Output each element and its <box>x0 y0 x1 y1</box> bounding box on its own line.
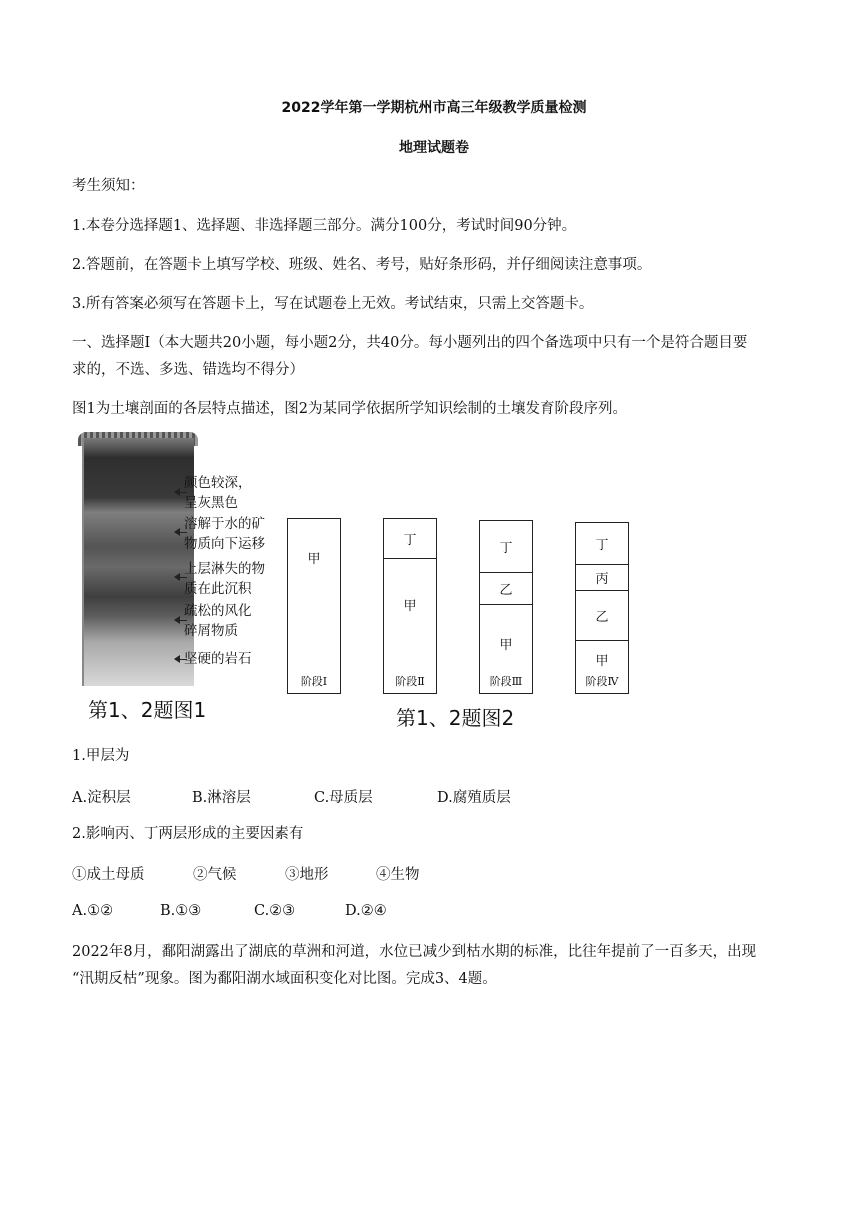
q2-factor-2: ②气候 <box>193 867 237 883</box>
q2-factor-1: ①成土母质 <box>72 867 145 883</box>
stage-2-column <box>383 518 437 694</box>
question-2-stem: 2.影响丙、丁两层形成的主要因素有 <box>72 826 304 842</box>
notice-item-3: 3.所有答案必须写在答题卡上，写在试题卷上无效。考试结束，只需上交答题卡。 <box>72 296 594 312</box>
page-title: 2022学年第一学期杭州市高三年级教学质量检测 <box>281 100 587 116</box>
figure-intro: 图1为土壤剖面的各层特点描述，图2为某同学依据所学知识绘制的土壤发育阶段序列。 <box>72 401 627 417</box>
annotation-eluvial-1: 溶解于水的矿 <box>184 516 265 532</box>
annotation-arrow <box>175 492 187 493</box>
layer-ding: 丁 <box>480 521 532 573</box>
annotation-humus-2: 呈灰黑色 <box>184 495 238 511</box>
section-heading-line1: 一、选择题Ⅰ（本大题共20小题，每小题2分，共40分。每小题列出的四个备选项中只有一个是符合题目要 <box>72 335 748 351</box>
notice-item-1: 1.本卷分选择题1、选择题、非选择题三部分。满分100分，考试时间90分钟。 <box>72 218 577 234</box>
stage-label: 阶段Ⅳ <box>585 675 619 688</box>
annotation-bedrock: 坚硬的岩石 <box>184 651 252 667</box>
annotation-arrow <box>175 620 187 621</box>
annotation-eluvial-2: 物质向下运移 <box>184 536 265 552</box>
q2-option-d: D.②④ <box>345 903 387 919</box>
layer-jia: 甲 <box>499 637 513 653</box>
layer-yi: 乙 <box>480 573 532 605</box>
annotation-illuvial-2: 质在此沉积 <box>184 581 252 597</box>
question-1-stem: 1.甲层为 <box>72 748 130 764</box>
annotation-illuvial-1: 上层淋失的物 <box>184 561 265 577</box>
stage-1-column <box>287 518 341 694</box>
figure-1-caption: 第1、2题图1 <box>88 698 207 722</box>
stage-3-column <box>479 520 533 694</box>
layer-jia: 甲 <box>307 551 321 567</box>
q1-option-d: D.腐殖质层 <box>437 790 511 806</box>
layer-ding: 丁 <box>384 519 436 559</box>
q2-option-b: B.①③ <box>160 903 202 919</box>
layer-bing: 丙 <box>576 565 628 591</box>
question-3-4-intro-line2: “汛期反枯”现象。图为鄱阳湖水域面积变化对比图。完成3、4题。 <box>72 971 497 987</box>
layer-jia: 甲 <box>595 653 609 669</box>
annotation-parent-2: 碎屑物质 <box>184 623 238 639</box>
q1-option-b: B.淋溶层 <box>192 790 251 806</box>
annotation-humus-1: 颜色较深， <box>184 475 252 491</box>
layer-yi: 乙 <box>576 591 628 641</box>
notice-heading: 考生须知： <box>72 178 145 194</box>
page-subtitle: 地理试题卷 <box>399 140 469 156</box>
stage-label: 阶段Ⅰ <box>300 675 328 688</box>
q2-factor-4: ④生物 <box>376 867 420 883</box>
annotation-parent-1: 疏松的风化 <box>184 603 252 619</box>
layer-jia: 甲 <box>403 598 417 614</box>
layer-ding: 丁 <box>576 523 628 565</box>
section-heading-line2: 求的，不选、多选、错选均不得分） <box>72 362 304 378</box>
soil-figure <box>60 432 760 732</box>
q2-factor-3: ③地形 <box>285 867 329 883</box>
question-3-4-intro-line1: 2022年8月，鄱阳湖露出了湖底的草洲和河道，水位已减少到枯水期的标准，比往年提前了一百多天，出现 <box>72 944 757 960</box>
q1-option-c: C.母质层 <box>314 790 373 806</box>
stage-label: 阶段Ⅲ <box>489 675 523 688</box>
soil-profile-image <box>82 438 194 686</box>
q1-option-a: A.淀积层 <box>72 790 131 806</box>
stage-label: 阶段Ⅱ <box>395 675 425 688</box>
notice-item-2: 2.答题前，在答题卡上填写学校、班级、姓名、考号，贴好条形码，并仔细阅读注意事项。 <box>72 257 652 273</box>
q2-option-c: C.②③ <box>254 903 296 919</box>
q2-option-a: A.①② <box>72 903 114 919</box>
stage-4-column <box>575 522 629 694</box>
figure-2-caption: 第1、2题图2 <box>396 706 515 730</box>
